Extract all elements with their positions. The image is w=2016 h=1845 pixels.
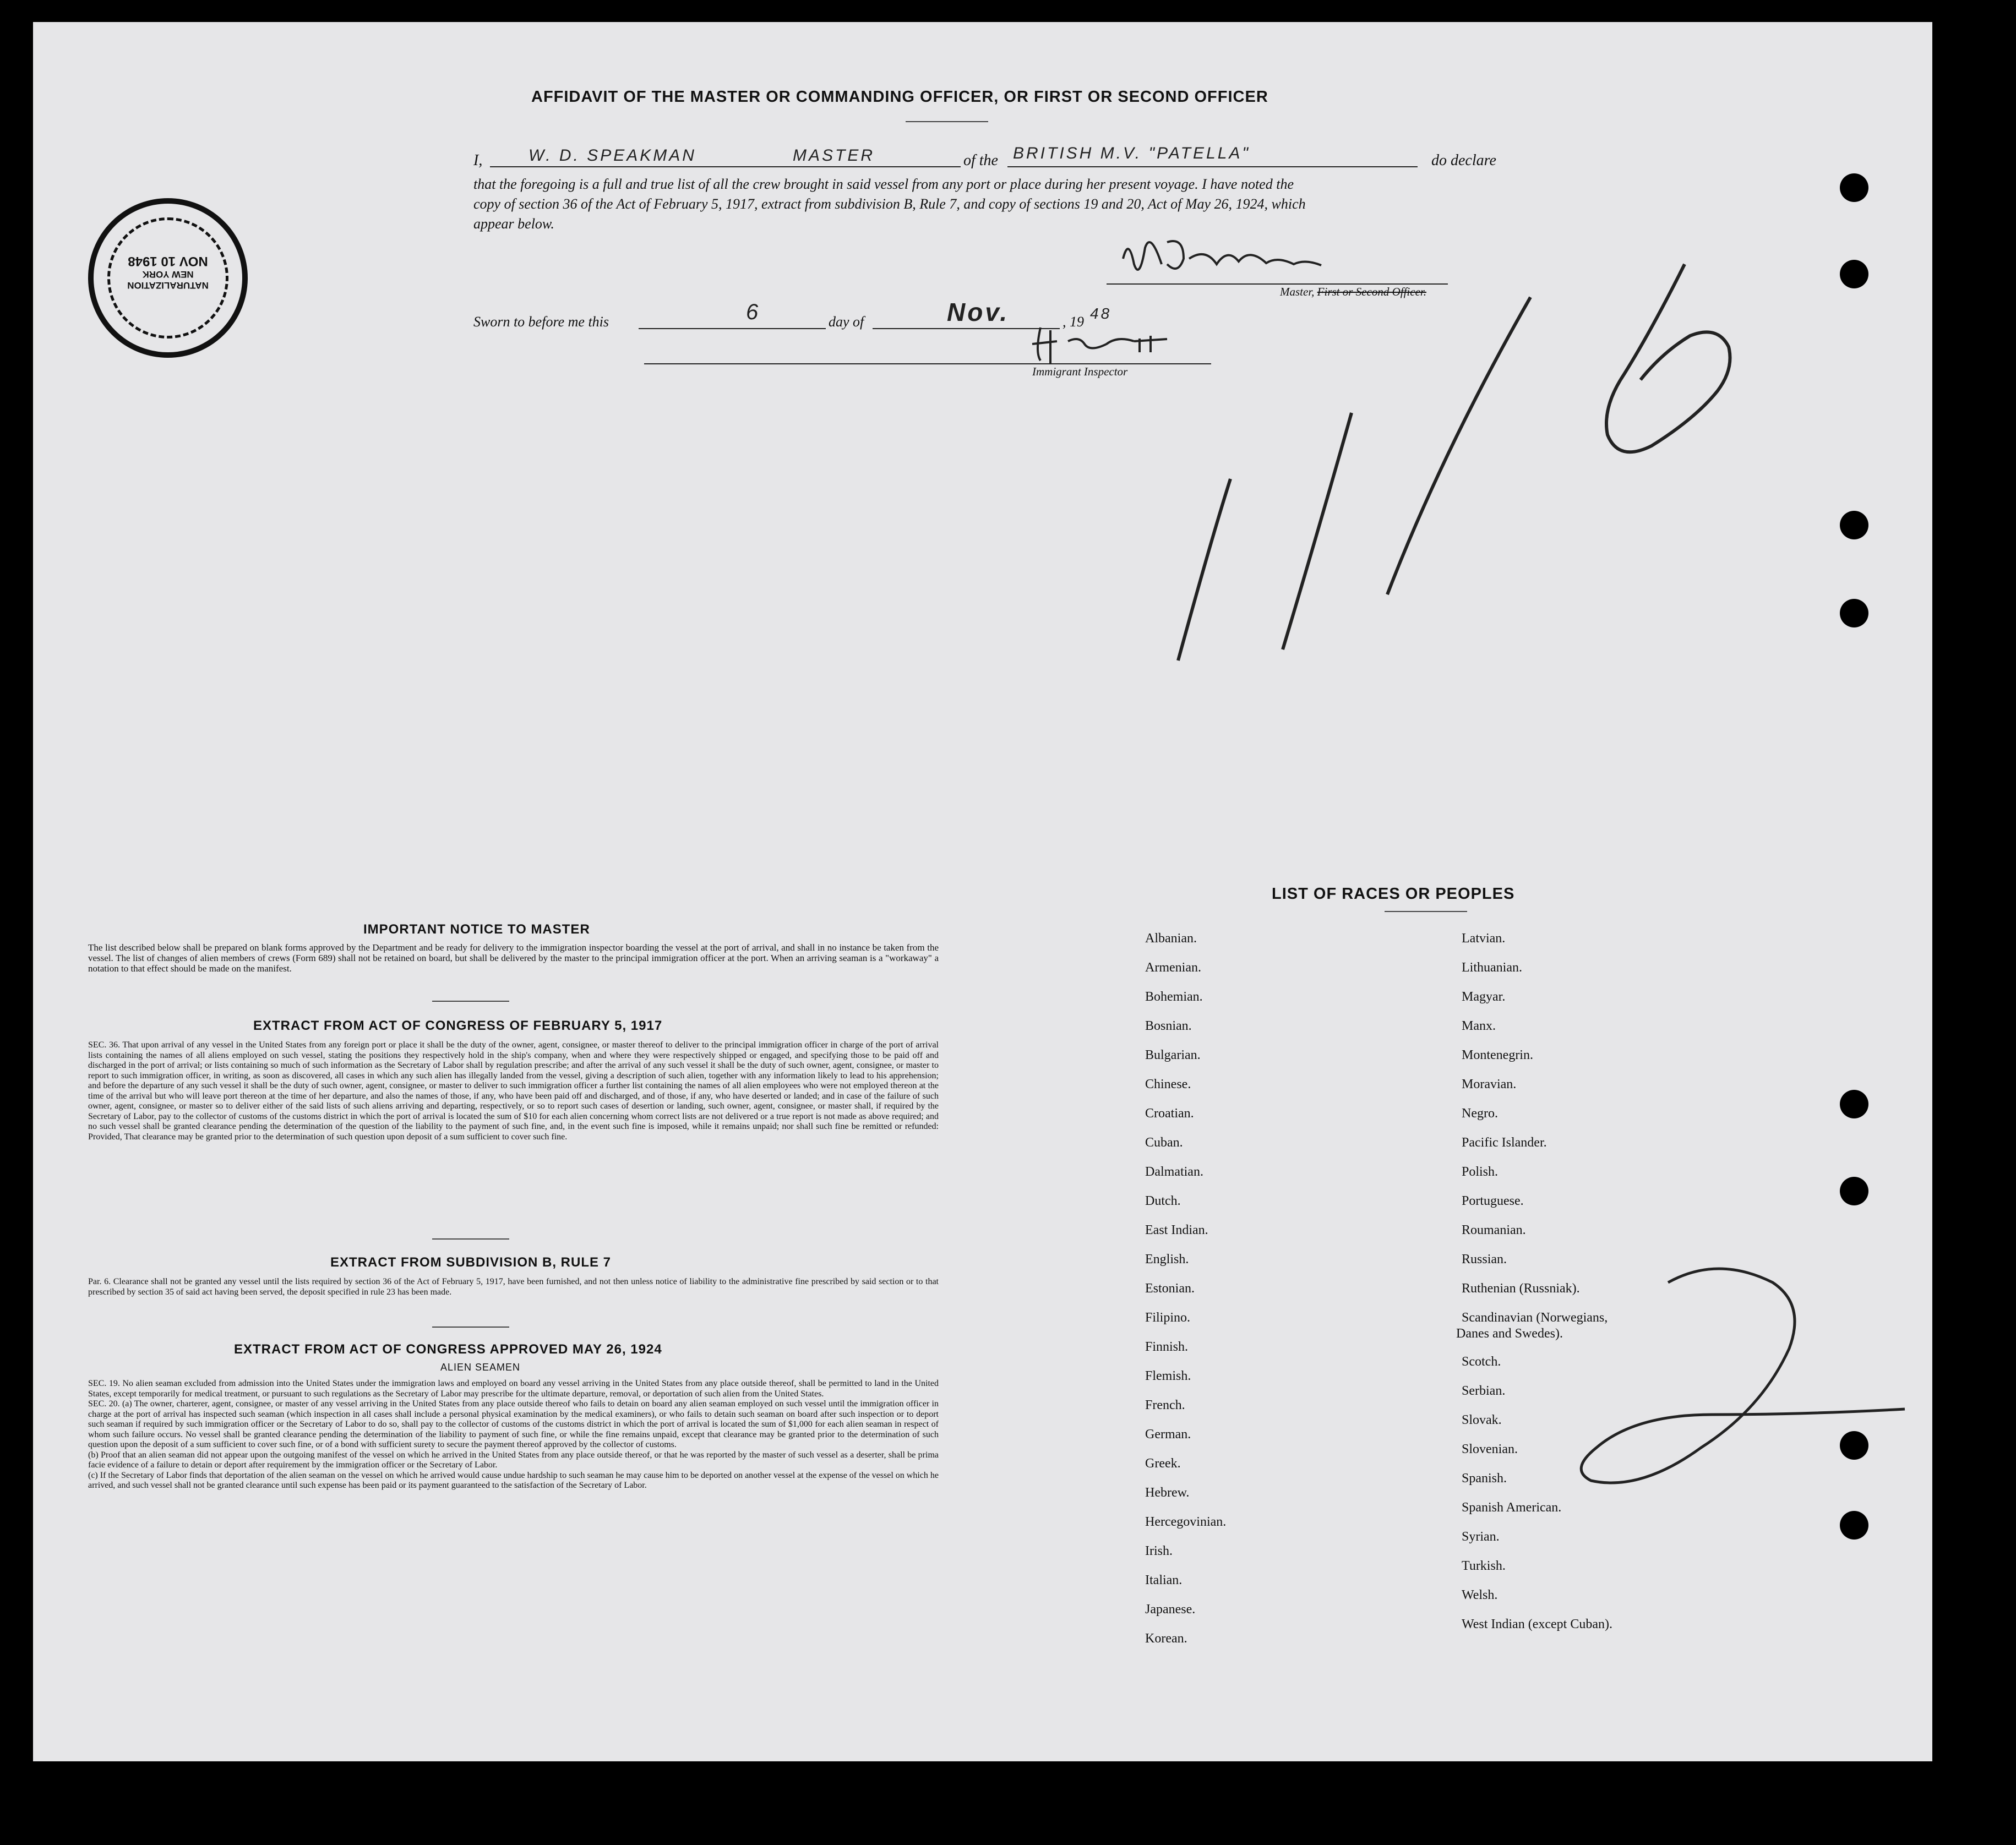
notice-text: The list described below shall be prepared on blank forms approved by the Department and be ready for delivery to the immigration inspector boarding the vessel at the port of arrival, and shall in no instance be taken from the vessel. The list of changes of alien members of crews (Form 689) shall not be retained on board, but shall be delivered by the master to the principal immigration officer at the port. When an arriving seaman is a "workaway" a notation to that effect should be made on the manifest.	[88, 942, 939, 974]
binder-hole	[1840, 599, 1868, 627]
sec-20a-text: SEC. 20. (a) The owner, charterer, agent, consignee, or master of any vessel arriving in the United States from any place outside thereof who fails to detain on board any alien seaman employed on such vessel until the immigration officer in charge at the port of arrival has inspected such seaman (which inspection in all cases shall include a personal physical examination by the medical examiners), or who fails to detain such seaman on board after such inspection or to deport such seaman if required by such immigration officer or the Secretary of Labor to do so, shall pay to the collector of customs of the customs district in which the port of arrival is located the sum of $1,000 for each alien seaman in respect of whom such failure occurs. No vessel shall be granted clearance pending the determination of the liability to payment of such fine, or while the fine remains unpaid, except that clearance may be granted prior to the determination of such question upon the deposit of a sum sufficient to cover such fine, or of a bond with sufficient surety to secure the payment thereof approved by the collector of customs.	[88, 1399, 939, 1449]
sworn-month: Nov.	[947, 298, 1010, 326]
stamp-text	[116, 253, 220, 291]
race-item: Flemish.	[1145, 1369, 1191, 1383]
vessel-name: BRITISH M.V. "PATELLA"	[1013, 144, 1251, 162]
sec-20b-text: (b) Proof that an alien seaman did not appear upon the outgoing manifest of the vessel on which he arrived in the United States from any place outside thereof, or that he was reported by the master of such vessel as a deserter, shall be prima facie evidence of a failure to detain or deport after requirement by the immigration officer or the Secretary of Labor.	[88, 1450, 939, 1470]
binder-hole	[1840, 260, 1868, 288]
race-item: Estonian.	[1145, 1281, 1195, 1296]
affidavit-body-1: that the foregoing is a full and true list of all the crew brought in said vessel from any port or place during her present voyage. I have noted the	[473, 176, 1294, 192]
race-item: Slovenian.	[1462, 1442, 1518, 1456]
binder-hole	[1840, 1511, 1868, 1540]
stamp-date: NOV 10 1948	[128, 254, 208, 269]
race-item: Hebrew.	[1145, 1486, 1190, 1500]
race-item: Magyar.	[1462, 990, 1506, 1004]
race-item: East Indian.	[1145, 1223, 1208, 1237]
race-item: West Indian (except Cuban).	[1462, 1617, 1612, 1631]
sec-19-text: SEC. 19. No alien seaman excluded from admission into the United States under the immigration laws and employed on board any vessel arriving in the United States from any place outside thereof, shall be permitted to land in the United States, except temporarily for medical treatment, or pursuant to such regulations as the Secretary of Labor may prescribe for the ultimate departure, removal, or deportation of such alien from the United States.	[88, 1379, 939, 1399]
extract-rule7-text: Par. 6. Clearance shall not be granted any vessel until the lists required by section 36 of the Act of February 5, 1917, have been furnished, and not then unless notice of liability to the administrative fine prescribed by said section or to that prescribed by section 35 of said act having been served, the deposit specified in rule 23 has been made.	[88, 1277, 939, 1297]
caption-master: Master,	[1280, 285, 1315, 298]
stamp-top: NATURALIZATION	[127, 280, 209, 291]
race-item: Korean.	[1145, 1631, 1187, 1646]
races-title: LIST OF RACES OR PEOPLES	[1272, 885, 1515, 903]
race-item: Russian.	[1462, 1252, 1507, 1267]
race-item: Lithuanian.	[1462, 960, 1522, 975]
binder-hole	[1840, 173, 1868, 202]
notice-divider	[432, 1001, 509, 1002]
document-page	[33, 22, 1932, 1761]
race-item: Armenian.	[1145, 960, 1201, 975]
sec-20c-text: (c) If the Secretary of Labor finds that deportation of the alien seaman on the vessel on which he arrived would cause undue hardship to such seaman he may cause him to be deported on another vessel at the expense of the vessel on which he arrived, and such vessel shall not be granted clearance until such expense has been paid or its payment guaranteed to the satisfaction of the Secretary of Labor.	[88, 1470, 939, 1490]
day-of-label: day of	[829, 314, 864, 330]
race-item: Manx.	[1462, 1019, 1496, 1033]
race-item: Filipino.	[1145, 1311, 1191, 1325]
extract-1917-divider	[432, 1238, 509, 1240]
binder-hole	[1840, 1090, 1868, 1118]
name-line	[490, 166, 961, 167]
race-item: Portuguese.	[1462, 1194, 1524, 1208]
race-item: Moravian.	[1462, 1077, 1517, 1091]
race-item: Scotch.	[1462, 1355, 1501, 1369]
race-item: Chinese.	[1145, 1077, 1191, 1091]
extract-1917-text: SEC. 36. That upon arrival of any vessel in the United States from any foreign port or place it shall be the duty of the owner, agent, consignee, or master thereof to deliver to the principal immigration officer in charge of the port of arrival lists containing the names of all aliens employed on such vessel, stating the positions they respectively hold in the ship's company, when and where they were respectively shipped or engaged, and specifying those to be paid off and discharged in the port of arrival; or lists containing so much of such information as the Secretary of Labor shall by regulation prescribe; and after the arrival of any such vessel it shall be the duty of such owner, agent, consignee, or master to report to such immigration officer, in writing, as soon as discovered, all cases in which any such alien has illegally landed from the vessel, giving a description of such alien, together with any information likely to lead to his apprehension; and before the departure of any such vessel it shall be the duty of such owner, agent, consignee, or master to deliver to such immigration officer a further list containing the names of all alien employees who were not employed thereon at the time of the arrival but who will leave port thereon at the time of her departure, and also the names of those, if any, who have been paid off and discharged, and of those, if any, who have deserted or landed; and in case of the failure of such owner, agent, consignee, or master so to deliver either of the said lists of such aliens arriving and departing, respectively, or so to report such cases of desertion or landing, such owner, agent, consignee, or master shall, if required by the Secretary of Labor, pay to the collector of customs of the customs district in which the port of arrival is located the sum of $10 for each alien concerning whom correct lists are not delivered or a true report is not made as above required; and no such vessel shall be granted clearance pending the determination of the question of the liability to the payment of such fine, and, in the event such fine is imposed, while it remains unpaid; nor shall such fine be remitted or refunded: Provided, That clearance may be granted prior to the determination of such question upon deposit of a sum sufficient to cover such fine.	[88, 1040, 939, 1142]
race-item: Spanish American.	[1462, 1500, 1562, 1515]
sworn-label: Sworn to before me this	[473, 314, 609, 330]
master-name: W. D. SPEAKMAN	[528, 146, 696, 165]
race-item: Albanian.	[1145, 931, 1197, 946]
race-item: French.	[1145, 1398, 1185, 1412]
binder-hole	[1840, 511, 1868, 539]
sworn-day-line	[639, 328, 826, 329]
do-declare-label: do declare	[1431, 152, 1496, 169]
race-scandinavian-cont: Danes and Swedes).	[1456, 1327, 1563, 1341]
race-item: Latvian.	[1462, 931, 1506, 946]
affidavit-body-3: appear below.	[473, 216, 554, 232]
affidavit-body-2: copy of section 36 of the Act of February 5, 1917, extract from subdivision B, Rule 7, and copy of sections 19 and 20, Act of May 26, 1924, which	[473, 196, 1306, 212]
race-item: Polish.	[1462, 1165, 1499, 1179]
race-item: Japanese.	[1145, 1602, 1196, 1617]
race-item: Welsh.	[1462, 1588, 1498, 1602]
race-item: Irish.	[1145, 1544, 1173, 1558]
binder-hole	[1840, 1177, 1868, 1205]
extract-rule7-title: EXTRACT FROM SUBDIVISION B, RULE 7	[330, 1255, 612, 1270]
date-stamp	[88, 198, 248, 358]
title-divider	[906, 121, 988, 122]
sworn-day: 6	[746, 300, 761, 324]
race-item: German.	[1145, 1427, 1191, 1442]
affidavit-i-label: I,	[473, 152, 483, 169]
vessel-line	[1007, 166, 1418, 167]
extract-1924-body	[88, 1379, 939, 1491]
race-item: Hercegovinian.	[1145, 1515, 1227, 1529]
extract-rule7-divider	[432, 1327, 509, 1328]
race-item: Ruthenian (Russniak).	[1462, 1281, 1580, 1296]
race-item: Greek.	[1145, 1456, 1181, 1471]
year-suffix: 48	[1090, 305, 1112, 322]
race-item: Slovak.	[1462, 1413, 1502, 1427]
race-item: Dutch.	[1145, 1194, 1181, 1208]
race-item: Syrian.	[1462, 1530, 1500, 1544]
race-item: Bulgarian.	[1145, 1048, 1201, 1062]
race-item: Serbian.	[1462, 1384, 1506, 1398]
race-item: Montenegrin.	[1462, 1048, 1533, 1062]
race-item: Spanish.	[1462, 1471, 1507, 1486]
inspector-caption: Immigrant Inspector	[1032, 365, 1128, 378]
race-item: Cuban.	[1145, 1136, 1183, 1150]
race-item: Bohemian.	[1145, 990, 1203, 1004]
race-item: Scandinavian (Norwegians,	[1462, 1311, 1608, 1325]
race-item: Negro.	[1462, 1106, 1498, 1121]
stamp-mid: NEW YORK	[142, 269, 194, 280]
race-item: Italian.	[1145, 1573, 1183, 1587]
race-item: Bosnian.	[1145, 1019, 1192, 1033]
race-item: Dalmatian.	[1145, 1165, 1203, 1179]
race-item: Finnish.	[1145, 1340, 1189, 1354]
race-item: Turkish.	[1462, 1559, 1506, 1573]
race-item: Croatian.	[1145, 1106, 1194, 1121]
binder-hole	[1840, 1431, 1868, 1460]
race-item: Pacific Islander.	[1462, 1136, 1547, 1150]
race-item: Roumanian.	[1462, 1223, 1526, 1237]
extract-1924-title: EXTRACT FROM ACT OF CONGRESS APPROVED MAY 26, 1924	[234, 1342, 662, 1357]
race-item: English.	[1145, 1252, 1189, 1267]
handwritten-number-11-6	[1134, 231, 1751, 705]
inspector-line	[644, 363, 1211, 364]
handwritten-number-2	[1574, 1260, 1916, 1514]
races-divider	[1385, 911, 1467, 912]
of-the-label: of the	[963, 152, 998, 169]
affidavit-title: AFFIDAVIT OF THE MASTER OR COMMANDING OFFICER, OR FIRST OR SECOND OFFICER	[531, 88, 1268, 106]
notice-title: IMPORTANT NOTICE TO MASTER	[363, 922, 590, 937]
master-rank: MASTER	[793, 146, 875, 165]
year-prefix: , 19	[1063, 314, 1084, 330]
caption-struck-officer: First or Second Officer.	[1317, 285, 1426, 298]
extract-1924-subtitle: ALIEN SEAMEN	[440, 1362, 521, 1373]
extract-1917-title: EXTRACT FROM ACT OF CONGRESS OF FEBRUARY 5, 1917	[253, 1018, 663, 1033]
